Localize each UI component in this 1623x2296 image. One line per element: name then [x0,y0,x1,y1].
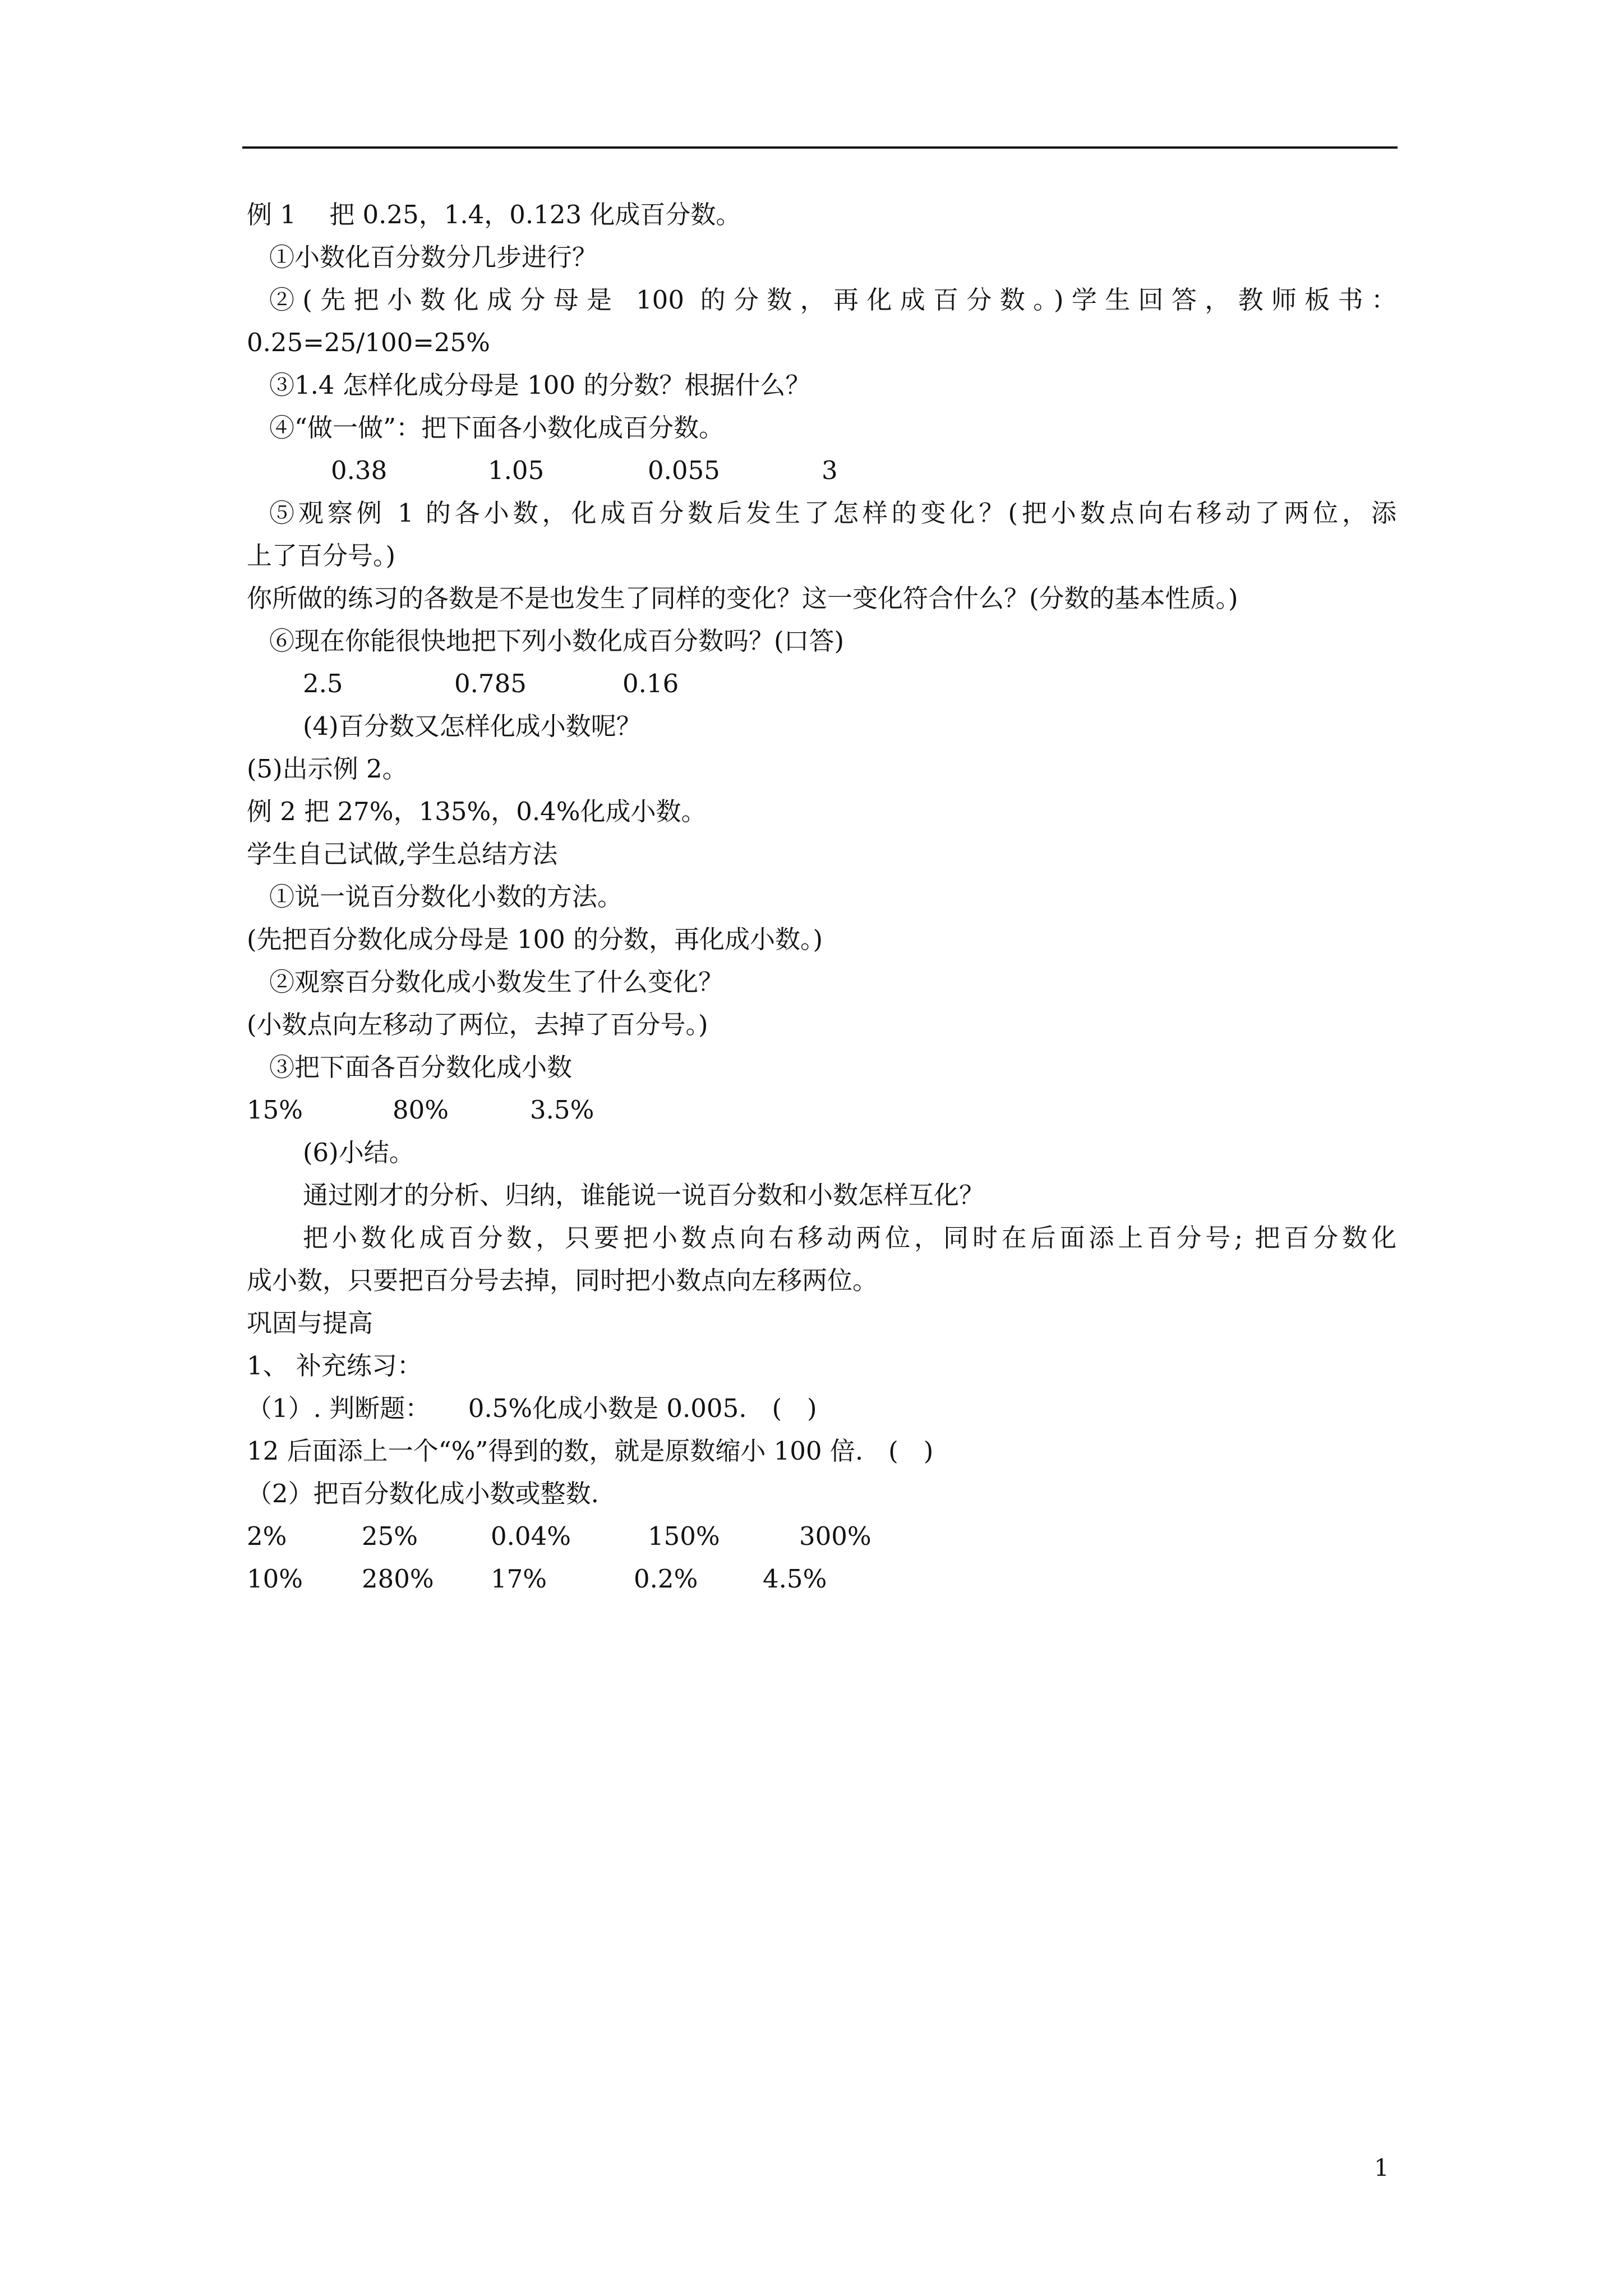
lesson-content [247,194,1396,1600]
section-4-heading: (4)百分数又怎样化成小数呢？ [303,711,642,741]
oral-number: 0.16 [623,669,679,698]
header-rule [242,146,1398,149]
practice-number: 3 [822,455,838,485]
exercise-value: 0.2% [634,1564,698,1594]
practice-number: 0.38 [331,455,388,485]
summary-question: 通过刚才的分析、归纳，谁能说一说百分数和小数怎样互化？ [303,1180,985,1210]
exercise-value: 300% [799,1521,872,1551]
summary-rule-cont: 成小数，只要把百分号去掉，同时把小数点向左移两位。 [247,1266,878,1295]
oral-numbers-row [247,662,1396,705]
exercise-value: 10% [247,1564,303,1594]
exercise-value: 150% [648,1521,720,1551]
example-2-heading: 例 2 把 27%，135%，0.4%化成小数。 [247,797,707,826]
board-writing: 0.25=25/100=25% [247,328,490,357]
percent-number: 3.5% [530,1095,594,1125]
practice-numbers-row [247,449,1396,492]
exercise-value: 0.04% [491,1521,571,1551]
section-5-heading: (5)出示例 2。 [247,754,408,784]
exercise-value: 280% [362,1564,434,1594]
step-2-answer: ②(先把小数化成分母是 100 的分数，再化成百分数。)学生回答，教师板书： [269,285,1396,315]
step-5-observe-cont: 上了百分号。) [247,541,396,570]
reflection-question: 你所做的练习的各数是不是也发生了同样的变化？这一变化符合什么？(分数的基本性质。) [247,583,1238,613]
practice-number: 0.055 [648,455,720,485]
exercise-value: 25% [362,1521,418,1551]
percent-number: 15% [247,1095,303,1125]
step-4-practice: ④“做一做”：把下面各小数化成百分数。 [269,413,725,443]
true-false-2: 12 后面添上一个“%”得到的数，就是原数缩小 100 倍. ( ) [247,1436,934,1466]
method-answer: (先把百分数化成分母是 100 的分数，再化成小数。) [247,924,823,954]
oral-number: 2.5 [303,669,343,698]
summary-rule: 把小数化成百分数，只要把小数点向右移动两位，同时在后面添上百分号; 把百分数化 [303,1223,1396,1253]
step-1-question: ①小数化百分数分几步进行？ [269,242,598,272]
change-answer: (小数点向左移动了两位，去掉了百分号。) [247,1010,708,1039]
percent-number: 80% [393,1095,449,1125]
exercise-value: 17% [491,1564,547,1594]
true-false-1: （1）. 判断题： 0.5%化成小数是 0.005. ( ) [247,1393,817,1423]
exercise-1-heading: 1、 补充练习： [247,1351,422,1381]
step-3-question: ③1.4 怎样化成分母是 100 的分数？根据什么？ [269,370,811,400]
page-number: 1 [1374,2154,1389,2182]
change-question: ②观察百分数化成小数发生了什么变化？ [269,967,724,997]
oral-number: 0.785 [454,669,527,698]
section-6-summary-heading: (6)小结。 [303,1138,414,1167]
exercise-row-1 [247,1515,1396,1558]
method-question: ①说一说百分数化小数的方法。 [269,882,623,912]
percent-numbers-row [247,1089,1396,1131]
student-trial: 学生自己试做,学生总结方法 [247,839,558,869]
convert-percent-task: ③把下面各百分数化成小数 [269,1052,573,1082]
exercise-value: 4.5% [763,1564,827,1594]
exercise-2-heading: （2）把百分数化成小数或整数. [247,1479,599,1508]
consolidation-heading: 巩固与提高 [247,1308,374,1338]
step-5-observe: ⑤观察例 1 的各小数，化成百分数后发生了怎样的变化？(把小数点向右移动了两位，添 [269,498,1396,528]
step-6-oral: ⑥现在你能很快地把下列小数化成百分数吗？(口答) [269,626,845,656]
example-1-heading: 例 1 把 0.25，1.4，0.123 化成百分数。 [247,200,741,229]
exercise-value: 2% [247,1521,287,1551]
exercise-row-2 [247,1558,1396,1600]
practice-number: 1.05 [488,455,545,485]
